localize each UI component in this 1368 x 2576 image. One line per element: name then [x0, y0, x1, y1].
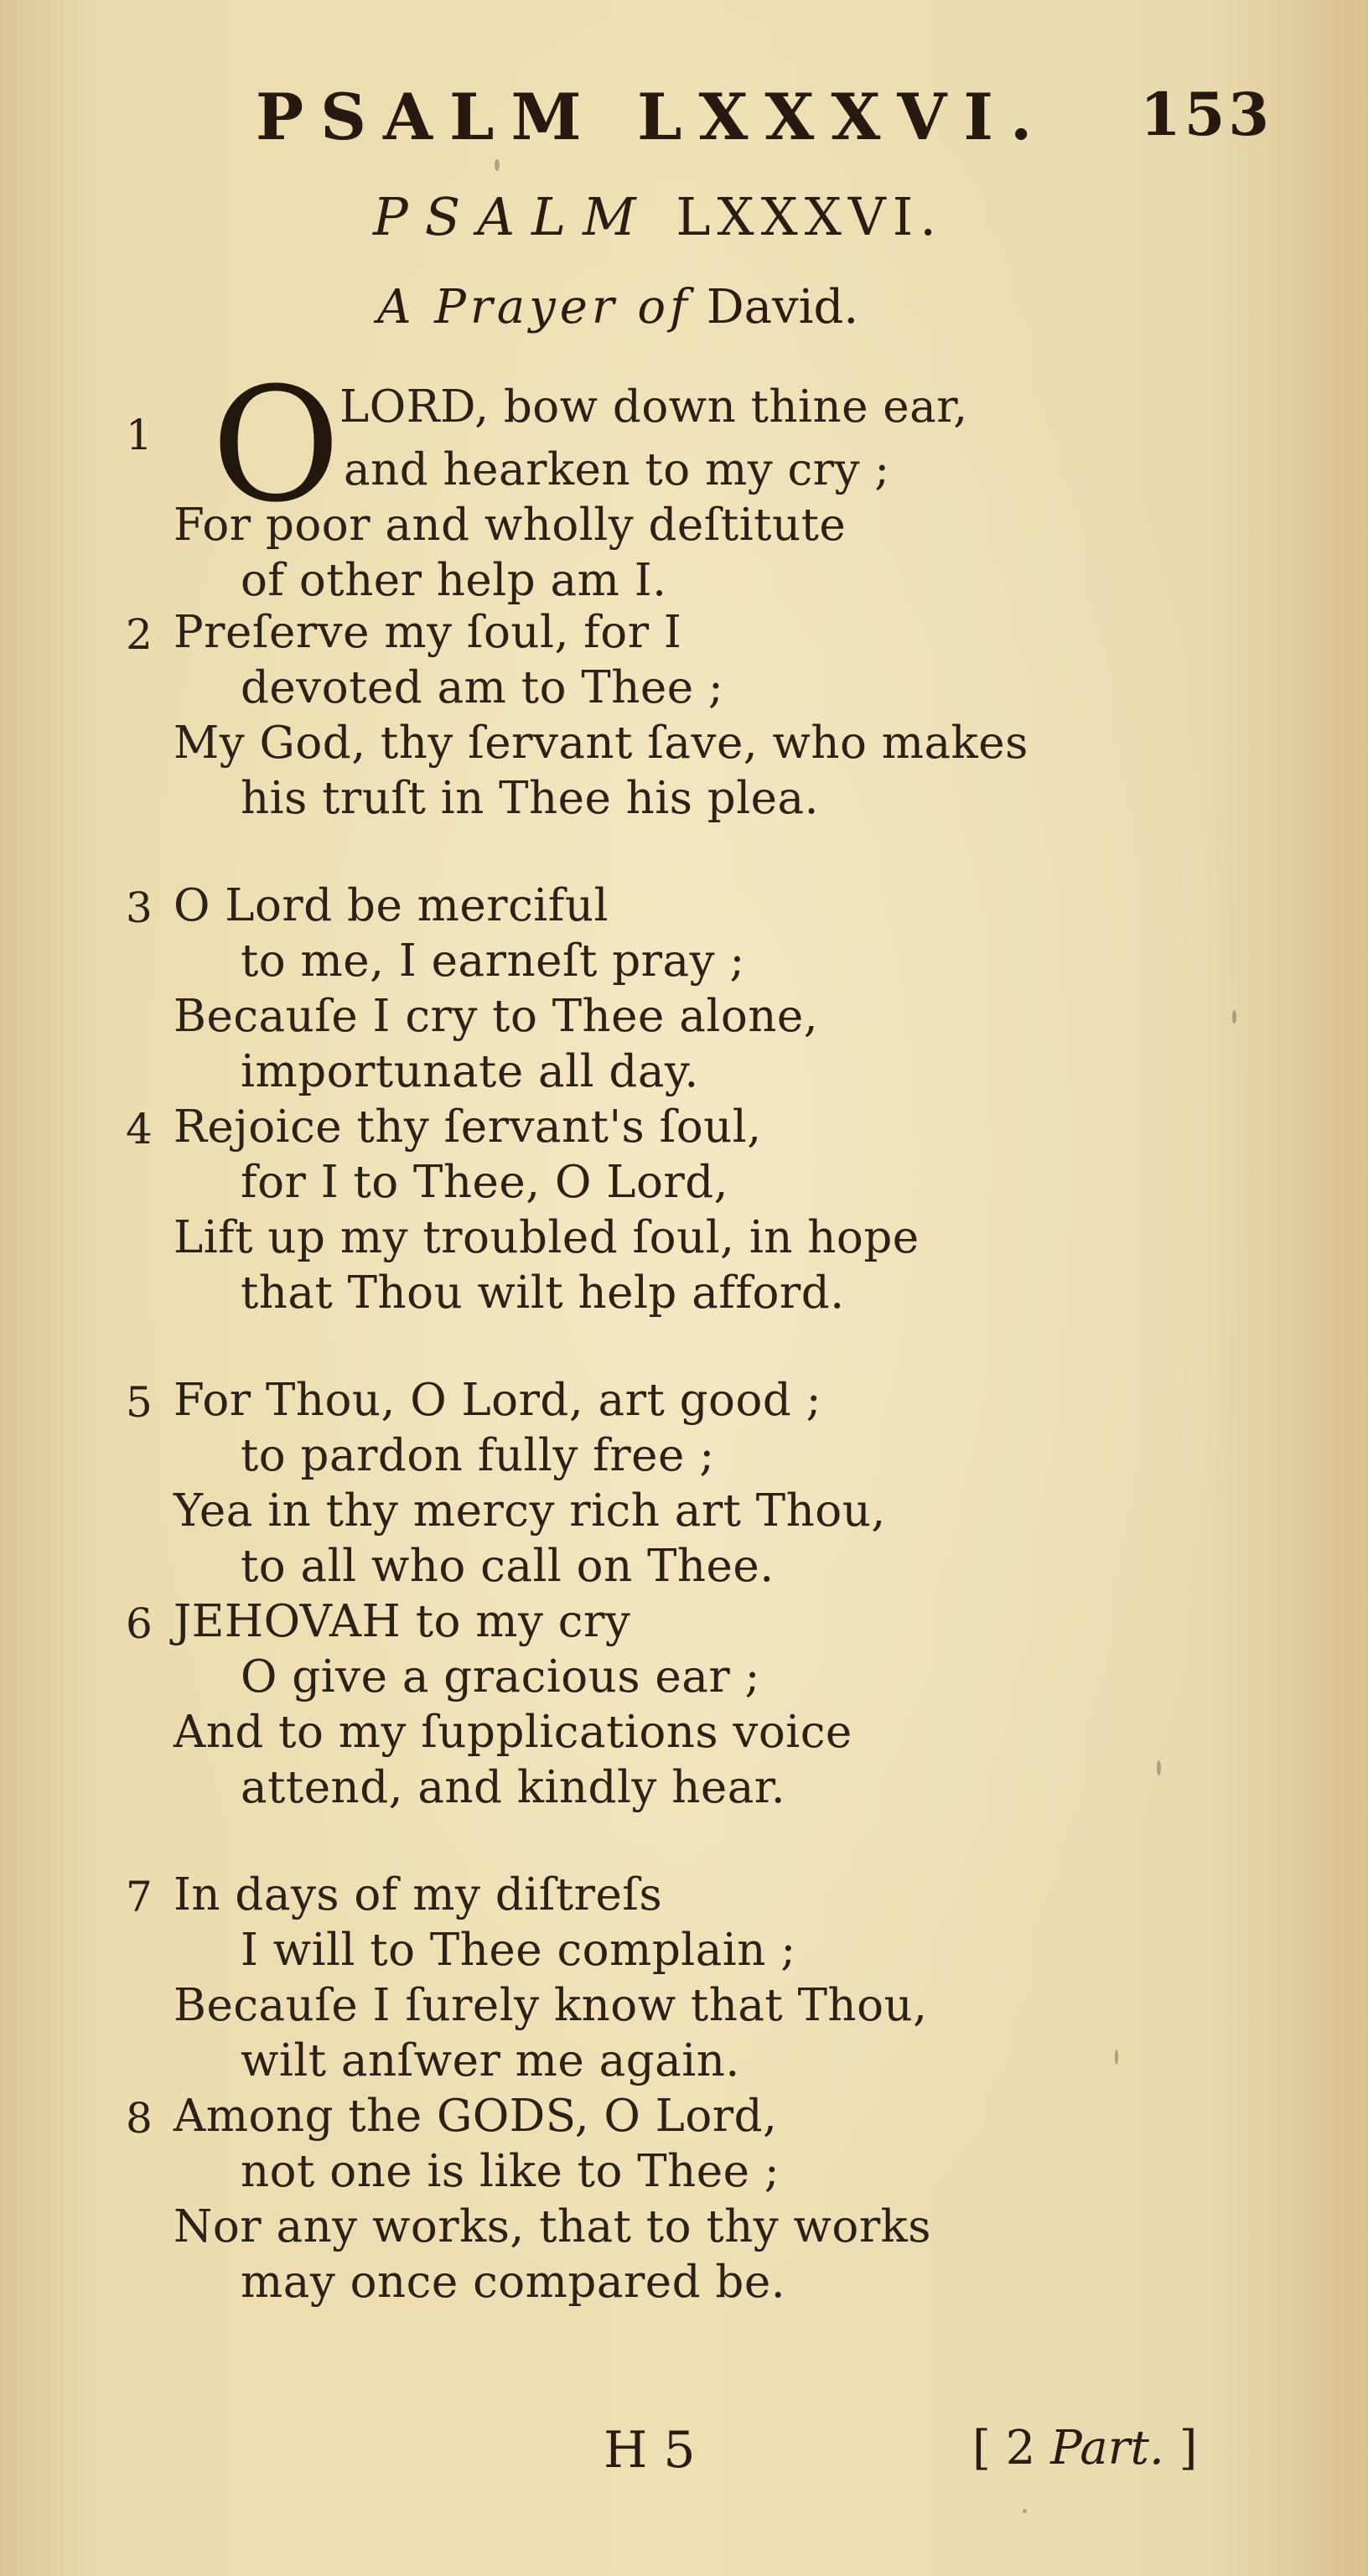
running-head: PSALM LXXXVI.	[256, 80, 1049, 154]
subtitle-italic: A Prayer of	[377, 280, 692, 334]
psalm-title-numeral: LXXXVI.	[676, 186, 943, 247]
verse-line: Yea in thy mercy rich art Thou,	[174, 1485, 886, 1537]
verse-line: Nor any works, that to thy works	[174, 2201, 931, 2252]
verse-line: O Lord be merciful	[174, 880, 609, 931]
verse-line: of other help am I.	[241, 555, 667, 606]
page-number: 153	[1140, 80, 1273, 149]
verse-line: attend, and kindly hear.	[241, 1762, 786, 1813]
catchword-number: 2	[1005, 2421, 1036, 2475]
verse-number: 4	[126, 1105, 153, 1153]
verse-line: importunate all day.	[241, 1046, 699, 1097]
verse-line: his truſt in Thee his plea.	[241, 773, 819, 824]
verse-line: Among the GODS, O Lord,	[174, 2091, 778, 2142]
verse-line: and hearken to my cry ;	[344, 444, 890, 495]
verse-line: to all who call on Thee.	[241, 1541, 775, 1592]
verse-line: In days of my diſtreſs	[174, 1869, 663, 1920]
paper-fleck	[1115, 2050, 1118, 2065]
verse-line: For poor and wholly deſtitute	[174, 500, 847, 551]
verse-number: 2	[126, 610, 153, 659]
verse-line: to me, I earneſt pray ;	[241, 936, 745, 987]
verse-number: 5	[126, 1378, 153, 1427]
paper-fleck	[1023, 2509, 1027, 2513]
verse-line: for I to Thee, O Lord,	[241, 1157, 728, 1208]
verse-number: 3	[126, 884, 153, 932]
verse-number: 1	[126, 411, 153, 459]
verse-line: to pardon fully free ;	[241, 1430, 715, 1481]
psalm-title	[373, 186, 943, 247]
verse-line: For Thou, O Lord, art good ;	[174, 1375, 822, 1426]
subtitle-roman: David.	[706, 280, 859, 334]
verse-number: 7	[126, 1873, 153, 1921]
verse-line: My God, thy ſervant ſave, who makes	[174, 718, 1029, 769]
verse-line: Preſerve my ſoul, for I	[174, 607, 682, 658]
signature-mark: H 5	[604, 2421, 696, 2480]
verse-line: that Thou wilt help afford.	[241, 1267, 845, 1319]
verse-line: Lift up my troubled ſoul, in hope	[174, 1212, 920, 1263]
catchword-word: Part.	[1050, 2421, 1164, 2475]
verse-line: JEHOVAH to my cry	[174, 1596, 631, 1647]
verse-line: Rejoice thy ſervant's ſoul,	[174, 1101, 762, 1153]
drop-cap: O	[211, 354, 341, 537]
verse-number: 6	[126, 1599, 153, 1648]
catchword-open-bracket: [	[972, 2421, 991, 2475]
paper-fleck	[495, 159, 500, 171]
paper-fleck	[1157, 1760, 1161, 1775]
verse-line: wilt anſwer me again.	[241, 2035, 740, 2086]
catchword	[972, 2421, 1197, 2475]
verse-line: devoted am to Thee ;	[241, 662, 724, 713]
verse-line: LORD, bow down thine ear,	[339, 381, 968, 433]
psalm-title-word: PSALM	[373, 186, 653, 247]
verse-line: may once compared be.	[241, 2257, 786, 2308]
verse-line: I will to Thee complain ;	[241, 1925, 796, 1976]
verse-line: not one is like to Thee ;	[241, 2146, 780, 2197]
verse-line: And to my ſupplications voice	[174, 1707, 852, 1758]
verse-number: 8	[126, 2094, 153, 2143]
catchword-close-bracket: ]	[1179, 2421, 1198, 2475]
verse-line: Becauſe I ſurely know that Thou,	[174, 1980, 928, 2031]
verse-line: O give a gracious ear ;	[241, 1651, 760, 1703]
psalm-subtitle	[377, 280, 858, 334]
verse-line: Becauſe I cry to Thee alone,	[174, 991, 819, 1042]
paper-fleck	[1232, 1010, 1236, 1024]
